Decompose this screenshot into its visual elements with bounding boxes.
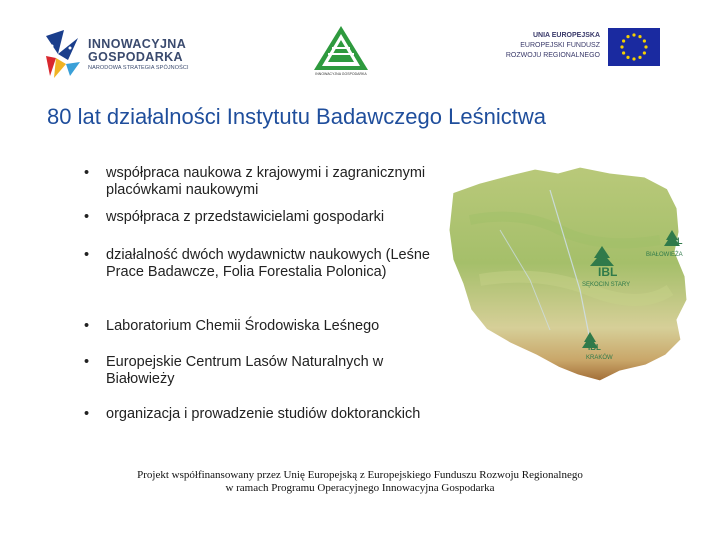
marker-brand: IBL <box>668 236 683 246</box>
bullet-item: • współpraca z przedstawicielami gospodarki <box>84 209 436 226</box>
eu-star <box>644 45 647 48</box>
ig-wordmark <box>88 38 189 72</box>
pyramid-icon <box>308 24 374 72</box>
bullet-item: • Laboratorium Chemii Środowiska Leśnego <box>84 318 436 335</box>
marker-city: KRAKÓW <box>586 355 613 361</box>
eu-line2: EUROPEJSKI FUNDUSZ <box>520 42 600 49</box>
ig-line1: INNOWACYJNA <box>88 37 187 51</box>
eu-flag-icon <box>608 28 660 66</box>
eu-wordmark <box>494 31 600 61</box>
marker-brand: IBL <box>588 343 601 352</box>
eu-star <box>638 35 641 38</box>
eu-star <box>626 56 629 59</box>
eu-star <box>643 39 646 42</box>
eu-star <box>643 51 646 54</box>
marker-city: BIAŁOWIEŻA <box>646 252 683 258</box>
footer-line1: Projekt współfinansowany przez Unię Europejską z Europejskiego Funduszu Rozwoju Regionalnego <box>137 469 583 481</box>
eu-line3: ROZWOJU REGIONALNEGO <box>505 52 600 59</box>
eu-star <box>632 57 635 60</box>
bullet-item: • organizacja i prowadzenie studiów doktoranckich <box>84 406 436 423</box>
triangle-logo-caption: INNOWACYJNA GOSPODARKA <box>315 72 367 76</box>
ig-line3: NARODOWA STRATEGIA SPÓJNOŚCI <box>88 65 189 71</box>
star-logo-icon <box>44 28 84 80</box>
eu-star <box>626 35 629 38</box>
bullet-item: • Europejskie Centrum Lasów Naturalnych w Białowieży <box>84 354 436 388</box>
eu-star <box>638 56 641 59</box>
eu-star <box>620 45 623 48</box>
eu-line1: UNIA EUROPEJSKA <box>532 32 600 39</box>
eu-star <box>632 33 635 36</box>
bullet-item: • współpraca naukowa z krajowymi i zagranicznymi placówkami naukowymi <box>84 165 436 199</box>
poland-map <box>440 160 700 390</box>
marker-city: SĘKOCIN STARY <box>582 282 631 288</box>
triangle-logo <box>308 24 374 80</box>
ig-line2: GOSPODARKA <box>88 50 183 64</box>
footer-note <box>100 469 620 495</box>
poland-map-graphic <box>440 160 700 390</box>
innowacyjna-gospodarka-logo <box>44 28 214 80</box>
bullet-item: • działalność dwóch wydawnictw naukowych (Leśne Prace Badawcze, Folia Forestalia Polonica) <box>84 247 436 281</box>
footer-line2: w ramach Programu Operacyjnego Innowacyjna Gospodarka <box>225 482 495 494</box>
marker-brand: IBL <box>598 265 618 279</box>
page-title: 80 lat działalności Instytutu Badawczego Leśnictwa <box>47 104 546 129</box>
eu-logo <box>494 28 666 72</box>
eu-star <box>622 51 625 54</box>
eu-star <box>622 39 625 42</box>
